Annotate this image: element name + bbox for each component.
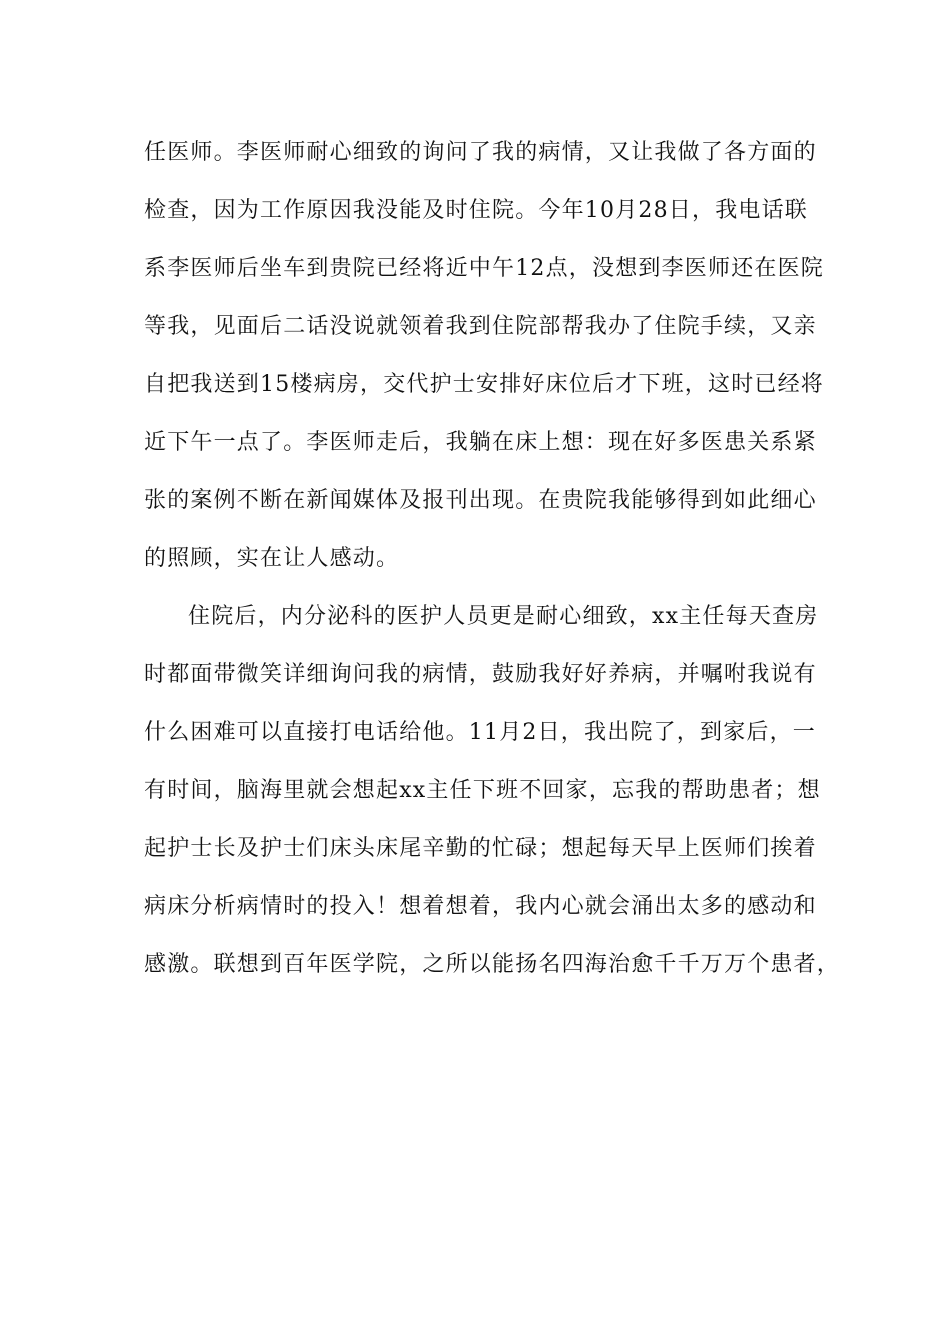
text-line: 检查，因为工作原因我没能及时住院。今年10月28日，我电话联 xyxy=(144,198,808,223)
text-line: 自把我送到15楼病房，交代护士安排好床位后才下班，这时已经将 xyxy=(144,372,824,397)
text-line: 时都面带微笑详细询问我的病情，鼓励我好好养病，并嘱咐我说有 xyxy=(144,662,817,687)
text-line: 近下午一点了。李医师走后，我躺在床上想：现在好多医患关系紧 xyxy=(144,430,817,455)
document-body xyxy=(144,124,841,994)
text-line: 的照顾，实在让人感动。 xyxy=(144,546,400,571)
text-line: 感激。联想到百年医学院，之所以能扬名四海治愈千千万万个患者， xyxy=(144,952,841,977)
paragraph xyxy=(144,124,824,588)
text-line: 病床分析病情时的投入！想着想着，我内心就会涌出太多的感动和 xyxy=(144,894,817,919)
text-line: 张的案例不断在新闻媒体及报刊出现。在贵院我能够得到如此细心 xyxy=(144,488,817,513)
text-line: 有时间，脑海里就会想起xx主任下班不回家，忘我的帮助患者；想 xyxy=(144,778,821,803)
text-line: 住院后，内分泌科的医护人员更是耐心细致，xx主任每天查房 xyxy=(188,604,819,629)
text-line: 等我，见面后二话没说就领着我到住院部帮我办了住院手续，又亲 xyxy=(144,314,817,339)
text-line: 什么困难可以直接打电话给他。11月2日，我出院了，到家后，一 xyxy=(144,720,816,745)
text-line: 起护士长及护士们床头床尾辛勤的忙碌；想起每天早上医师们挨着 xyxy=(144,836,817,861)
text-line: 系李医师后坐车到贵院已经将近中午12点，没想到李医师还在医院 xyxy=(144,256,824,281)
paragraph xyxy=(144,588,841,994)
text-line: 任医师。李医师耐心细致的询问了我的病情，又让我做了各方面的 xyxy=(144,140,817,165)
